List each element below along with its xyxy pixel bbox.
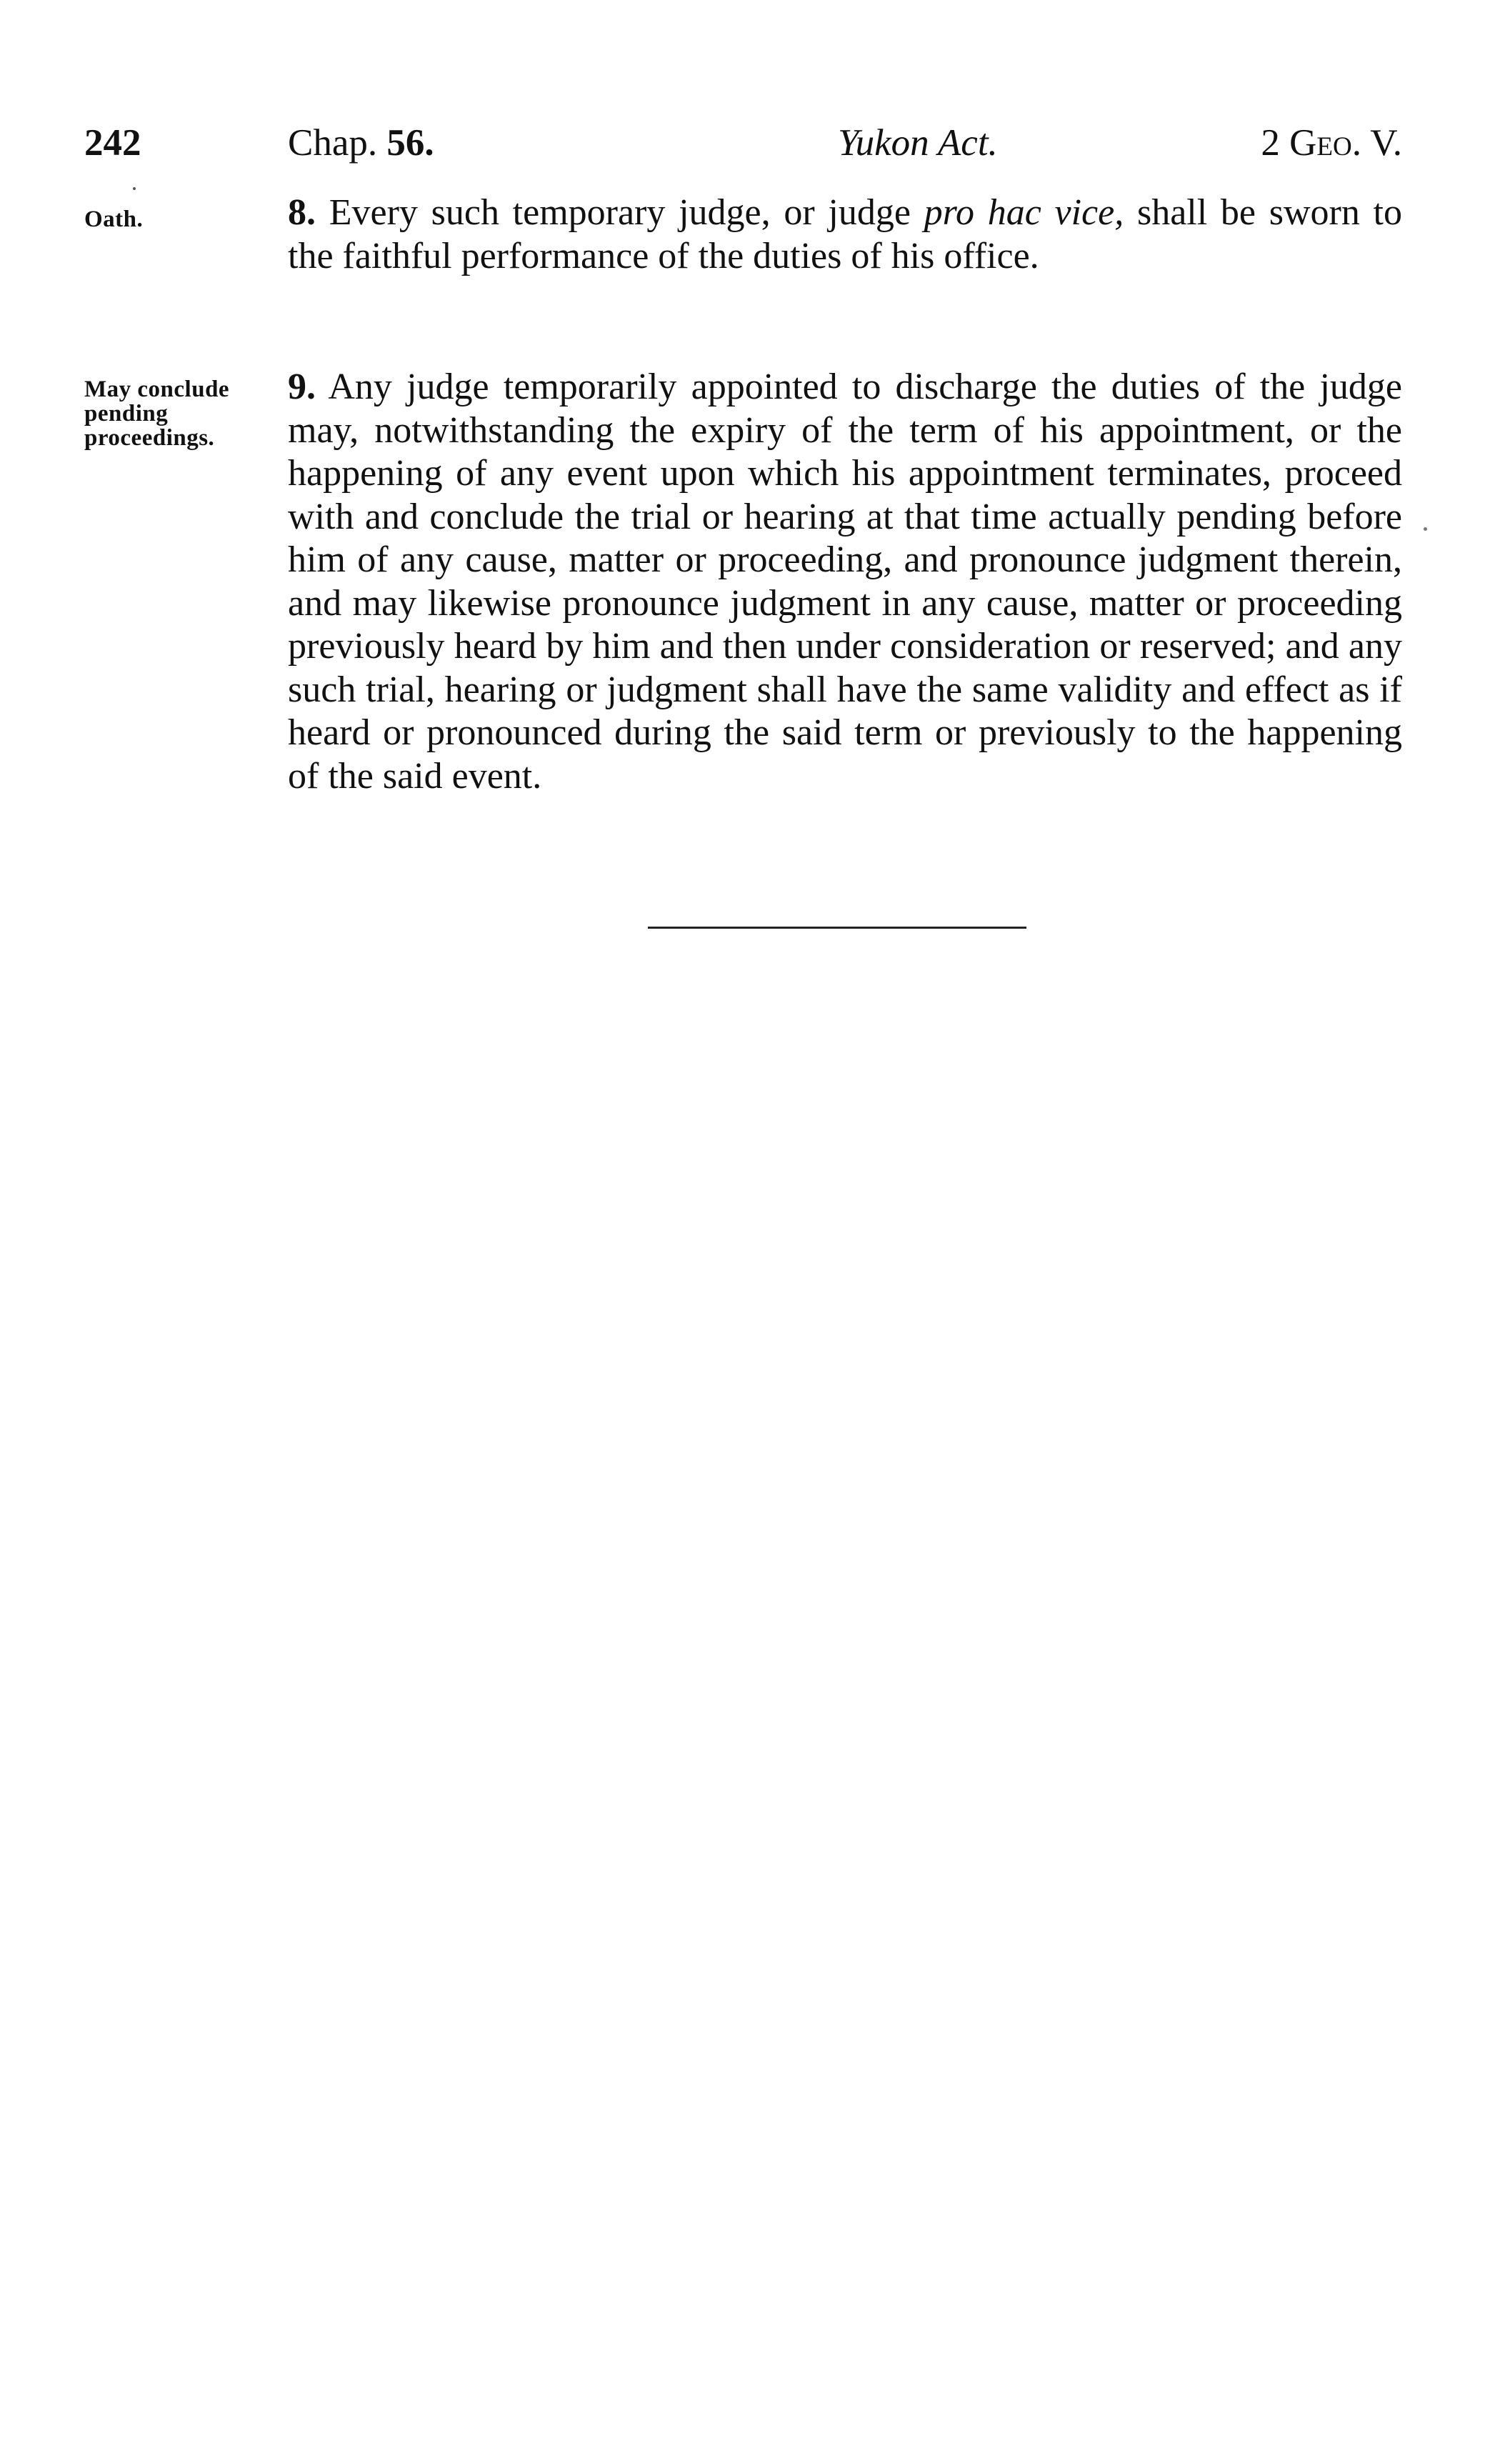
print-speck (1424, 527, 1427, 531)
end-rule-divider (648, 927, 1026, 929)
marginal-note-may-conclude (84, 377, 277, 450)
regnal-year (1261, 114, 1402, 171)
section-number: 8. (288, 192, 316, 233)
regnal-year-geo: Geo. (1289, 122, 1361, 164)
section-9-body: Any judge temporarily appointed to discharge the duties of the judge may, notwithstanding the expiry of the term of his appointment, or the happening of any event upon which his appointment terminates, proceed with and conclude the trial or hearing at that time actually pending before him of any cause, matter or proceeding, and pronounce judgment therein, and may likewise pronounce judgment in any cause, matter or proceeding previously heard by him and then under consideration or reserved; and any such trial, hearing or judgment shall have the same validity and effect as if heard or pronounced during the said term or previously to the happening of the said event. (288, 366, 1402, 797)
latin-phrase: pro hac vice, (924, 192, 1124, 233)
running-header (84, 114, 1402, 171)
page-number: 242 (84, 122, 141, 164)
marginal-line-3: proceedings. (84, 425, 215, 451)
marginal-note-oath: Oath. (84, 206, 144, 232)
section-number: 9. (288, 366, 316, 407)
regnal-year-number: 2 (1261, 122, 1280, 164)
section-8-text (288, 191, 1402, 278)
chapter-reference (288, 114, 434, 171)
marginal-line-2: pending (84, 401, 169, 427)
section-8-text-part1: Every such temporary judge, or judge (316, 192, 924, 233)
chapter-label: Chap. (288, 122, 378, 164)
marginal-line-1: May conclude (84, 376, 230, 402)
print-speck (133, 187, 136, 190)
section-9-text (288, 366, 1402, 798)
section-8-text-part2: shall be sworn to the faithful performance of the duties of his office. (288, 192, 1402, 276)
act-title: Yukon Act. (838, 122, 998, 164)
chapter-number: 56. (386, 122, 434, 164)
regnal-year-roman: V. (1370, 122, 1402, 164)
